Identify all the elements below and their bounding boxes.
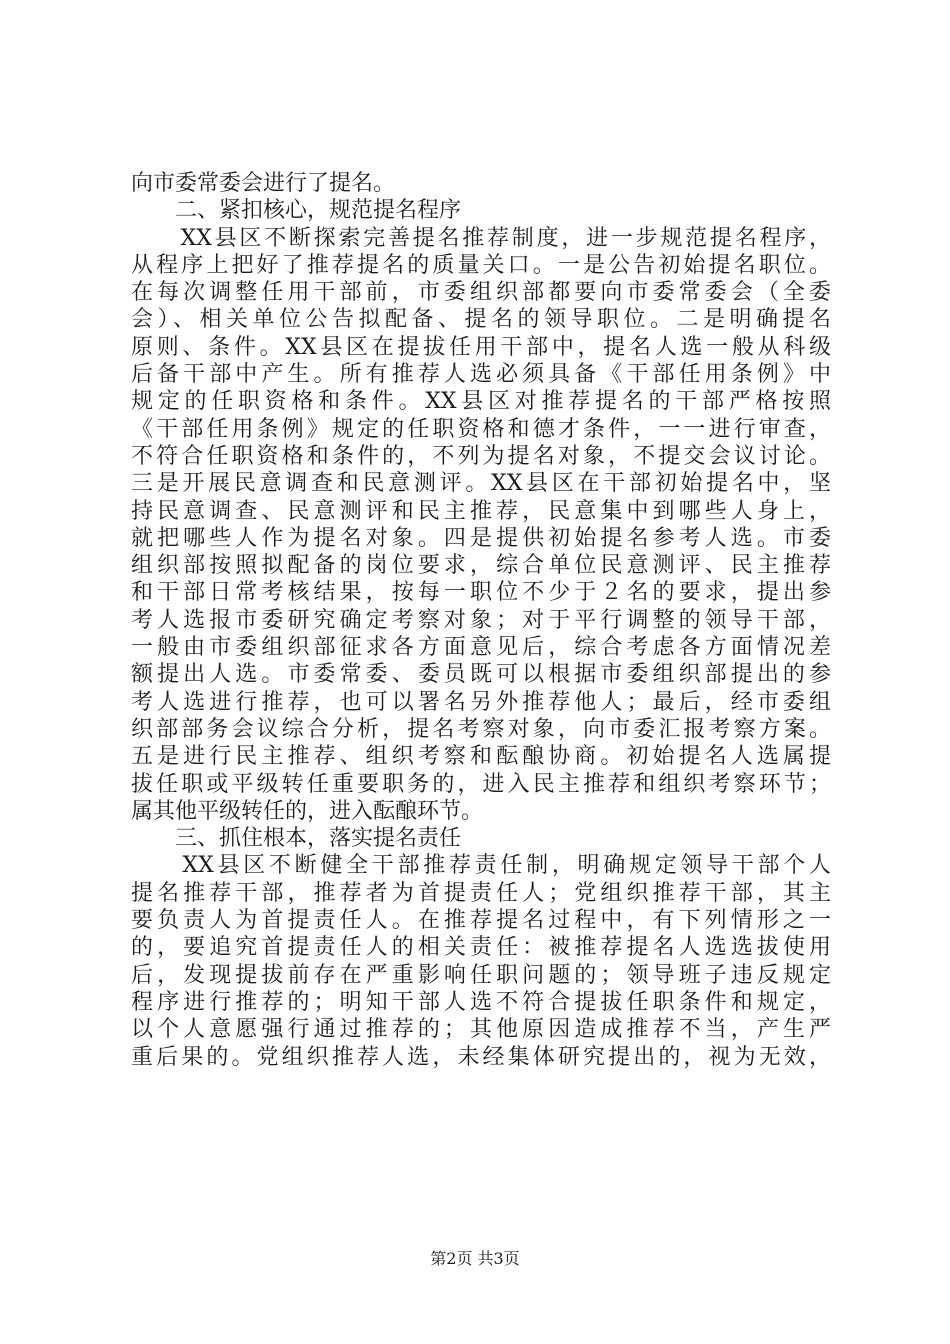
text-line: 原则、条件。XX县区在提拔任用干部中，提名人选一般从科级 [131,334,831,360]
text-line: 向市委常委会进行了提名。 [131,171,396,196]
text-line: 属其他平级转任的，进入酝酿环节。 [131,798,484,824]
section-heading: 二、紧扣核心，规范提名程序 [131,198,462,224]
page-footer: 第2页 共3页 [430,1249,520,1268]
text-line: 以个人意愿强行通过推荐的；其他原因造成推荐不当，产生严 [131,1017,831,1043]
text-line: 后备干部中产生。所有推荐人选必须具备《干部任用条例》中 [131,362,831,388]
text-line: 提名推荐干部，推荐者为首提责任人；党组织推荐干部，其主 [131,880,831,906]
text-line: 组织部按照拟配备的岗位要求，综合单位民意测评、民主推荐 [131,553,831,579]
text-line: 会）、相关单位公告拟配备、提名的领导职位。二是明确提名 [131,307,831,333]
text-line: 在每次调整任用干部前，市委组织部都要向市委常委会（全委 [131,280,831,306]
text-line: 三是开展民意调查和民意测评。XX县区在干部初始提名中，坚 [131,471,831,497]
text-line: XX县区不断探索完善提名推荐制度，进一步规范提名程序， [131,225,831,251]
text-line: 重后果的。党组织推荐人选，未经集体研究提出的，视为无效， [131,1044,831,1070]
text-line: 持民意调查、民意测评和民主推荐，民意集中到哪些人身上， [131,498,831,524]
text-line: 考人选进行推荐，也可以署名另外推荐他人；最后，经市委组 [131,689,831,715]
text-line: 五是进行民主推荐、组织考察和酝酿协商。初始提名人选属提 [131,744,831,770]
text-line: 拔任职或平级转任重要职务的，进入民主推荐和组织考察环节； [131,771,831,797]
text-line: 从程序上把好了推荐提名的质量关口。一是公告初始提名职位。 [131,252,831,278]
text-line: 考人选报市委研究确定考察对象；对于平行调整的领导干部， [131,607,831,633]
text-line: 后，发现提拔前存在严重影响任职问题的；领导班子违反规定 [131,962,831,988]
document-body [131,170,831,1071]
text-line: 不符合任职资格和条件的，不列为提名对象，不提交会议讨论。 [131,443,831,469]
text-line: 额提出人选。市委常委、委员既可以根据市委组织部提出的参 [131,662,831,688]
section-heading: 三、抓住根本，落实提名责任 [131,826,462,852]
text-line: 要负责人为首提责任人。在推荐提名过程中，有下列情形之一 [131,908,831,934]
text-line: 和干部日常考核结果，按每一职位不少于２名的要求，提出参 [131,580,831,606]
text-line: 织部部务会议综合分析，提名考察对象，向市委汇报考察方案。 [131,716,831,742]
text-line: 规定的任职资格和条件。XX县区对推荐提名的干部严格按照 [131,389,831,415]
text-line: 一般由市委组织部征求各方面意见后，综合考虑各方面情况差 [131,635,831,661]
text-line: 的，要追究首提责任人的相关责任：被推荐提名人选选拔使用 [131,935,831,961]
text-line: 就把哪些人作为提名对象。四是提供初始提名参考人选。市委 [131,525,831,551]
text-line: XX县区不断健全干部推荐责任制，明确规定领导干部个人 [131,853,831,879]
text-line: 《干部任用条例》规定的任职资格和德才条件，一一进行审查， [131,416,831,442]
text-line: 程序进行推荐的；明知干部人选不符合提拔任职条件和规定， [131,989,831,1015]
